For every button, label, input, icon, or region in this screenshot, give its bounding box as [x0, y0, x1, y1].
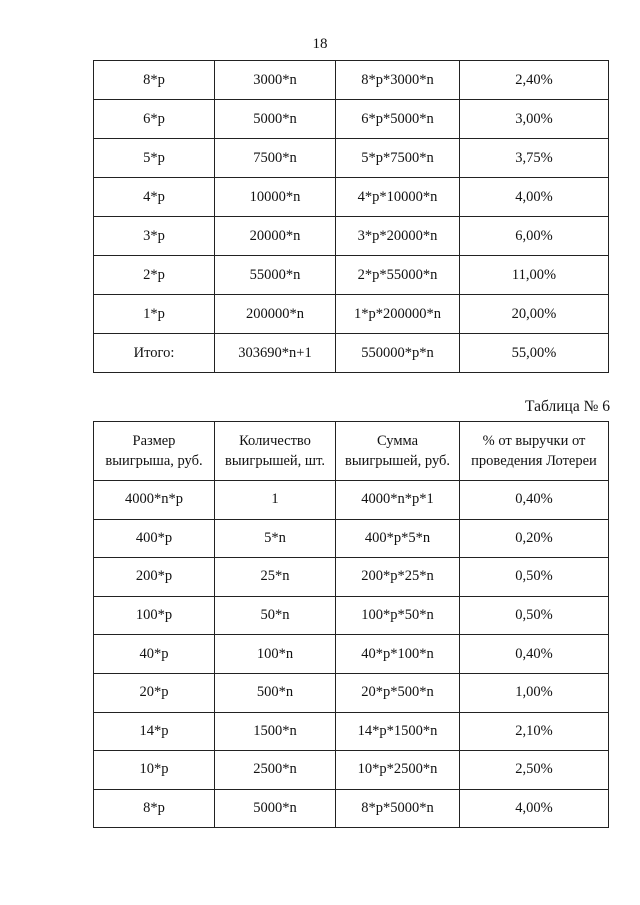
table-cell: 303690*n+1 — [215, 334, 336, 373]
table-row — [94, 596, 609, 635]
table-cell: 6,00% — [460, 217, 609, 256]
table-cell: 25*n — [215, 558, 336, 597]
table-cell: 10*р — [94, 751, 215, 790]
table-cell: 4000*n*р*1 — [336, 481, 460, 520]
table-row — [94, 635, 609, 674]
table-row — [94, 100, 609, 139]
table-cell: 20,00% — [460, 295, 609, 334]
table-cell: 8*р*3000*n — [336, 61, 460, 100]
table-cell: 400*р — [94, 519, 215, 558]
table-cell: 3,75% — [460, 139, 609, 178]
table-cell: 4*р*10000*n — [336, 178, 460, 217]
table-cell: 400*р*5*n — [336, 519, 460, 558]
table-cell: 2500*n — [215, 751, 336, 790]
table-cell: 6*р — [94, 100, 215, 139]
table-cell: 3*р — [94, 217, 215, 256]
table-cell: 2*р — [94, 256, 215, 295]
table-cell: 5*n — [215, 519, 336, 558]
table-cell: 14*р — [94, 712, 215, 751]
column-header-line: выигрышей, шт. — [225, 453, 325, 469]
table-cell: 20000*n — [215, 217, 336, 256]
table-cell: 5000*n — [215, 789, 336, 828]
table-cell: 0,40% — [460, 635, 609, 674]
column-header-line: Размер — [132, 433, 176, 449]
prize-table-6-header — [94, 422, 609, 481]
table-row — [94, 751, 609, 790]
table-cell: 55,00% — [460, 334, 609, 373]
table-cell: 200000*n — [215, 295, 336, 334]
column-header — [336, 422, 460, 481]
column-header-line: % от выручки от — [482, 433, 586, 449]
table-cell: 4*р — [94, 178, 215, 217]
table-cell: 2*р*55000*n — [336, 256, 460, 295]
table-row — [94, 178, 609, 217]
table-cell: 8*р — [94, 61, 215, 100]
table-caption: Таблица № 6 — [525, 398, 610, 415]
table-row — [94, 61, 609, 100]
table-cell: 1500*n — [215, 712, 336, 751]
table-cell: 3*р*20000*n — [336, 217, 460, 256]
table-row — [94, 139, 609, 178]
table-cell: 550000*р*n — [336, 334, 460, 373]
table-cell: 55000*n — [215, 256, 336, 295]
table-cell: 100*р — [94, 596, 215, 635]
table-cell: 3,00% — [460, 100, 609, 139]
prize-table-6-body — [94, 481, 609, 828]
table-cell: 11,00% — [460, 256, 609, 295]
prize-table-continued — [93, 60, 609, 373]
table-cell: 6*р*5000*n — [336, 100, 460, 139]
table-cell: 2,10% — [460, 712, 609, 751]
table-cell: 8*р*5000*n — [336, 789, 460, 828]
table-row — [94, 519, 609, 558]
table-cell: 10*р*2500*n — [336, 751, 460, 790]
table-row — [94, 558, 609, 597]
table-row — [94, 673, 609, 712]
column-header-line: выигрышей, руб. — [344, 453, 451, 469]
table-cell: 5*р — [94, 139, 215, 178]
column-header — [94, 422, 215, 481]
table-cell: 1 — [215, 481, 336, 520]
table-header-row — [94, 422, 609, 481]
table-cell: 200*р*25*n — [336, 558, 460, 597]
table-cell: 1,00% — [460, 673, 609, 712]
table-cell: 0,50% — [460, 558, 609, 597]
table-cell: Итого: — [94, 334, 215, 373]
table-cell: 5*р*7500*n — [336, 139, 460, 178]
table-cell: 0,50% — [460, 596, 609, 635]
table-cell: 8*р — [94, 789, 215, 828]
table-row — [94, 712, 609, 751]
table-cell: 10000*n — [215, 178, 336, 217]
table-cell: 4000*n*р — [94, 481, 215, 520]
table-row — [94, 256, 609, 295]
table-cell: 1*р*200000*n — [336, 295, 460, 334]
table-cell: 14*р*1500*n — [336, 712, 460, 751]
table-cell: 3000*n — [215, 61, 336, 100]
table-row — [94, 217, 609, 256]
column-header-line: Количество — [239, 433, 311, 449]
page-number: 18 — [312, 36, 328, 52]
table-cell: 500*n — [215, 673, 336, 712]
table-cell: 40*р*100*n — [336, 635, 460, 674]
table-cell: 4,00% — [460, 789, 609, 828]
column-header — [460, 422, 609, 481]
table-cell: 40*р — [94, 635, 215, 674]
table-row — [94, 789, 609, 828]
table-cell: 5000*n — [215, 100, 336, 139]
table-cell: 4,00% — [460, 178, 609, 217]
table-cell: 7500*n — [215, 139, 336, 178]
table-cell: 0,20% — [460, 519, 609, 558]
table-cell: 200*р — [94, 558, 215, 597]
table-row — [94, 334, 609, 373]
column-header-line: проведения Лотереи — [471, 453, 597, 469]
prize-table-continued-body — [94, 61, 609, 373]
table-cell: 1*р — [94, 295, 215, 334]
table-row — [94, 481, 609, 520]
table-cell: 0,40% — [460, 481, 609, 520]
prize-table-6 — [93, 421, 609, 828]
table-cell: 100*n — [215, 635, 336, 674]
table-row — [94, 295, 609, 334]
column-header-line: выигрыша, руб. — [105, 453, 203, 469]
table-cell: 2,50% — [460, 751, 609, 790]
column-header — [215, 422, 336, 481]
table-cell: 50*n — [215, 596, 336, 635]
table-cell: 20*р — [94, 673, 215, 712]
table-cell: 2,40% — [460, 61, 609, 100]
table-cell: 100*р*50*n — [336, 596, 460, 635]
column-header-line: Сумма — [376, 433, 419, 449]
table-cell: 20*р*500*n — [336, 673, 460, 712]
